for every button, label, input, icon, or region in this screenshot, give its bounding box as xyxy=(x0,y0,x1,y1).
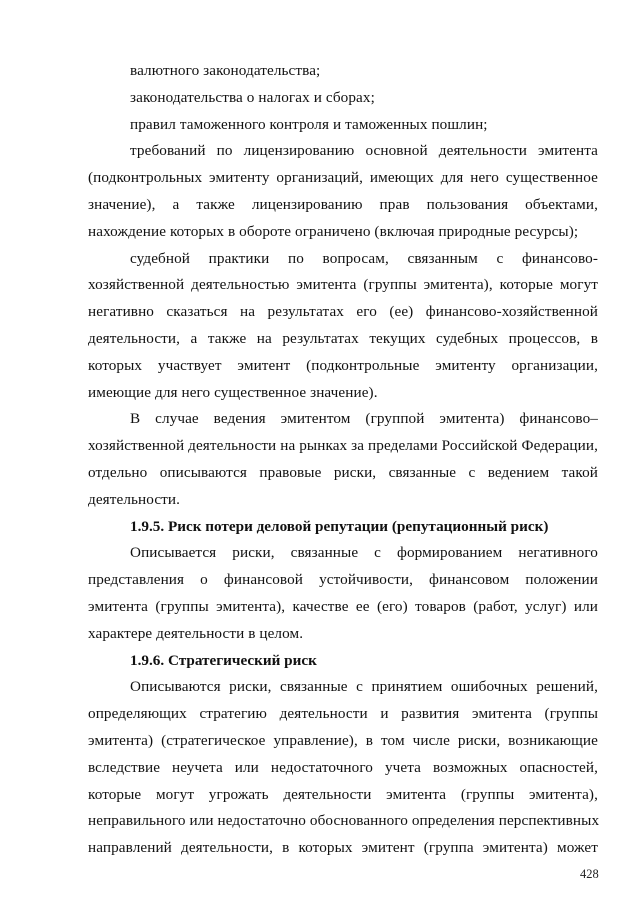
text-line: которых участвует эмитент (подконтрольные эмитенту организации, xyxy=(88,356,598,374)
text-line: эмитента (группы эмитента), качестве ее (его) товаров (работ, услуг) или xyxy=(88,597,598,615)
text-line: требований по лицензированию основной деятельности эмитента xyxy=(130,142,598,160)
text-line: (подконтрольных эмитенту организаций, имеющих для него существенное xyxy=(88,169,598,187)
text-line: деятельности, а также на результатах текущих судебных процессов, в xyxy=(88,329,598,347)
text-line: неправильного или недостаточно обоснованного определения перспективных xyxy=(88,812,600,830)
text-line: вследствие неучета или недостаточного учета возможных опасностей, xyxy=(88,758,598,776)
text-line: имеющие для него существенное значение). xyxy=(88,383,378,401)
text-line: судебной практики по вопросам, связанным с финансово- xyxy=(130,249,598,267)
text-line: валютного законодательства; xyxy=(130,62,321,79)
text-line: отдельно описываются правовые риски, связанные с ведением такой xyxy=(88,463,598,481)
text-line: характере деятельности в целом. xyxy=(88,624,304,642)
text-line: хозяйственной деятельности на рынках за пределами Российской Федерации, xyxy=(88,437,598,455)
text-line: законодательства о налогах и сборах; xyxy=(130,88,375,106)
text-line: представления о финансовой устойчивости, финансовом положении xyxy=(88,571,598,589)
text-line: которые могут угрожать деятельности эмитента (группы эмитента), xyxy=(88,785,598,803)
text-line: правил таможенного контроля и таможенных пошлин; xyxy=(130,115,488,133)
text-line: В случае ведения эмитентом (группой эмитента) финансово– xyxy=(130,410,598,428)
section-heading-1-9-6: 1.9.6. Стратегический риск xyxy=(130,651,317,669)
section-heading-1-9-5: 1.9.5. Риск потери деловой репутации (репутационный риск) xyxy=(130,517,549,535)
text-line: значение), а также лицензированию прав пользования объектами, xyxy=(88,195,598,213)
text-line: нахождение которых в обороте ограничено (включая природные ресурсы); xyxy=(88,222,579,240)
text-line: эмитента) (стратегическое управление), в том числе риски, возникающие xyxy=(88,731,598,749)
text-line: определяющих стратегию деятельности и развития эмитента (группы xyxy=(88,705,598,723)
text-line: негативно сказаться на результатах его (ее) финансово-хозяйственной xyxy=(88,303,598,321)
text-line: деятельности. xyxy=(88,490,181,508)
text-line: Описывается риски, связанные с формированием негативного xyxy=(130,544,598,562)
page-number: 428 xyxy=(580,867,599,881)
text-line: Описываются риски, связанные с принятием ошибочных решений, xyxy=(130,678,598,696)
text-line: хозяйственной деятельностью эмитента (группы эмитента), которые могут xyxy=(88,276,598,294)
text-line: направлений деятельности, в которых эмитент (группа эмитента) может xyxy=(88,839,598,857)
document-page xyxy=(88,58,598,862)
